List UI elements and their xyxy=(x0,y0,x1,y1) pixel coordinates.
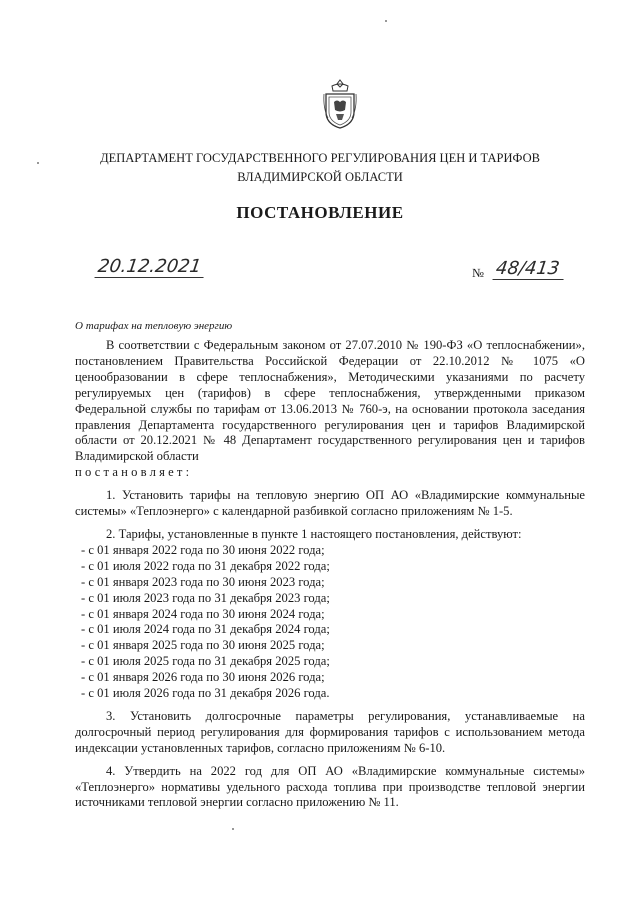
number-label: № xyxy=(472,266,484,280)
document-body xyxy=(75,338,585,811)
scan-speck xyxy=(385,20,387,22)
list-item: - с 01 июля 2024 года по 31 декабря 2024 года; xyxy=(75,622,585,638)
scan-speck xyxy=(232,828,234,830)
document-subject: О тарифах на тепловую энергию xyxy=(75,320,233,332)
list-item: - с 01 июля 2023 года по 31 декабря 2023 года; xyxy=(75,591,585,607)
document-type-title: ПОСТАНОВЛЕНИЕ xyxy=(236,203,404,222)
item-4-paragraph: 4. Утвердить на 2022 год для ОП АО «Владимирские коммунальные системы» «Теплоэнерго» нормативы удельного расхода топлива при производстве тепловой энергии источниками тепловой энергии согласно приложению № 11. xyxy=(75,763,585,810)
list-item: - с 01 января 2023 года по 30 июня 2023 года; xyxy=(75,575,585,591)
list-item: - с 01 июля 2026 года по 31 декабря 2026 года. xyxy=(75,686,585,702)
handwritten-number: 48/413 xyxy=(492,258,566,280)
list-item: - с 01 июля 2025 года по 31 декабря 2025 года; xyxy=(75,654,585,670)
scan-speck xyxy=(37,162,39,164)
item-3-paragraph: 3. Установить долгосрочные параметры регулирования, устанавливаемые на долгосрочный период регулирования для формирования тарифов с использованием метода индексации установленных тарифов, согласно приложениям № 6-10. xyxy=(75,708,585,755)
decree-word: постановляет: xyxy=(75,465,193,480)
list-item: - с 01 января 2024 года по 30 июня 2024 года; xyxy=(75,607,585,623)
coat-of-arms-icon xyxy=(322,78,358,130)
department-name-line2: ВЛАДИМИРСКОЙ ОБЛАСТИ xyxy=(237,170,403,184)
handwritten-date: 20.12.2021 xyxy=(94,256,206,278)
list-item: - с 01 января 2022 года по 30 июня 2022 года; xyxy=(75,543,585,559)
preamble-paragraph: В соответствии с Федеральным законом от 27.07.2010 № 190-ФЗ «О теплоснабжении», постановлением Правительства Российской Федерации от 22.10.2012 № 1075 «О ценообразовании в сфере теплоснабжения», Методическими указаниями по расчету регулируемых цен (тарифов) в сфере теплоснабжения, утвержденными приказом Федеральной службы по тарифам от 13.06.2013 № 760-э, на основании протокола заседания правления Департамента государственного регулирования цен и тарифов Владимирской области от 20.12.2021 № 48 Департамент государственного регулирования цен и тарифов Владимирской области xyxy=(75,338,585,464)
item-1-paragraph: 1. Установить тарифы на тепловую энергию ОП АО «Владимирские коммунальные системы» «Теплоэнерго» с календарной разбивкой согласно приложениям № 1-5. xyxy=(75,488,585,519)
item-2-intro: 2. Тарифы, установленные в пункте 1 настоящего постановления, действуют: xyxy=(106,526,522,541)
validity-periods-list xyxy=(75,543,585,702)
list-item: - с 01 января 2025 года по 30 июня 2025 года; xyxy=(75,638,585,654)
department-name-line1: ДЕПАРТАМЕНТ ГОСУДАРСТВЕННОГО РЕГУЛИРОВАНИЯ ЦЕН И ТАРИФОВ xyxy=(100,151,540,165)
list-item: - с 01 января 2026 года по 30 июня 2026 года; xyxy=(75,670,585,686)
list-item: - с 01 июля 2022 года по 31 декабря 2022 года; xyxy=(75,559,585,575)
